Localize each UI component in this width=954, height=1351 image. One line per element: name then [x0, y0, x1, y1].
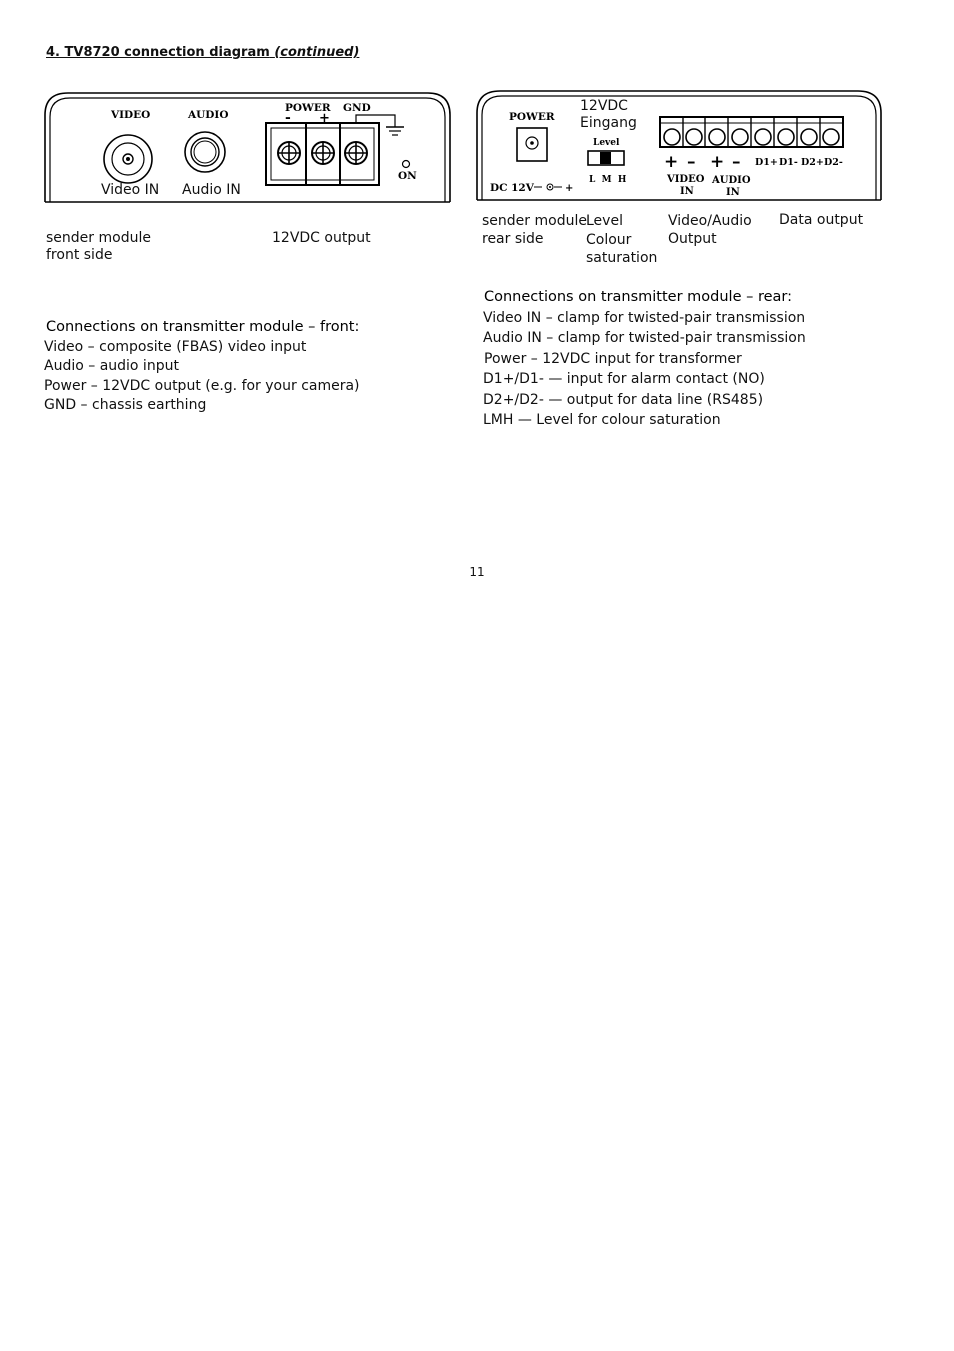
rear-connection-item: D1+/D1- — input for alarm contact (NO) — [483, 371, 765, 388]
rear-terminal-strip — [660, 117, 843, 147]
rear-connection-item: LMH — Level for colour saturation — [483, 412, 721, 429]
rear-level-label: Level — [593, 138, 620, 148]
rear-connection-item: Power – 12VDC input for transformer — [484, 350, 742, 367]
video-in-callout: Video IN — [101, 182, 160, 198]
rear-caption-sender-line2: rear side — [482, 231, 544, 247]
rear-d1p-label: D1+ — [755, 157, 778, 168]
on-led-icon — [403, 161, 410, 168]
front-caption-line1: sender module — [46, 230, 151, 246]
front-caption-right: 12VDC output — [272, 230, 371, 246]
vdc-callout-line1: 12VDC — [580, 98, 628, 114]
page-heading — [46, 45, 359, 60]
heading-main: 4. TV8720 connection diagram — [46, 45, 270, 60]
rear-caption-va — [668, 212, 752, 248]
video-bnc-connector — [104, 135, 152, 183]
front-connection-item: Audio – audio input — [44, 358, 179, 375]
rear-audio-in-label-2: IN — [726, 187, 740, 198]
rear-connections-list — [483, 308, 806, 430]
front-power-label: POWER — [285, 102, 331, 114]
rear-dc-plus-label: + — [565, 183, 574, 194]
rear-lmh-label: L M H — [589, 175, 627, 185]
front-connections-list — [44, 338, 360, 415]
front-connection-item: Power – 12VDC output (e.g. for your camera) — [44, 377, 360, 394]
rear-video-minus: – — [687, 152, 696, 172]
front-gnd-label: GND — [343, 102, 371, 114]
page-number: 11 — [469, 565, 485, 579]
vdc-input-callout — [580, 98, 637, 132]
rear-d2p-label: D2+ — [801, 157, 824, 168]
rear-dc12v-label: DC 12V — [490, 182, 534, 194]
front-connection-item: GND – chassis earthing — [44, 396, 207, 413]
rear-caption-sender-line1: sender module — [482, 213, 587, 229]
rear-caption-sender — [482, 212, 587, 248]
front-caption-line2: front side — [46, 247, 113, 263]
rear-caption-level-line3: saturation — [586, 250, 658, 266]
rear-connection-item: Audio IN – clamp for twisted-pair transmission — [483, 330, 806, 347]
heading-suffix: (continued) — [274, 45, 360, 60]
front-on-label: ON — [398, 170, 417, 182]
level-switch — [588, 151, 624, 165]
rear-d2m-label: D2- — [824, 157, 843, 168]
front-video-label: VIDEO — [111, 109, 151, 121]
rear-connection-item: Video IN – clamp for twisted-pair transmission — [483, 310, 806, 326]
rear-video-in-label-1: VIDEO — [667, 174, 705, 185]
rear-connection-item: D2+/D2- — output for data line (RS485) — [483, 391, 764, 408]
front-caption-left — [46, 230, 151, 264]
front-plus-label: + — [319, 111, 330, 126]
rear-caption-level-line2: Colour — [586, 231, 632, 248]
dc-power-jack — [517, 128, 547, 161]
front-audio-label: AUDIO — [188, 109, 229, 121]
rear-audio-minus: – — [732, 152, 741, 172]
vdc-callout-line2: Eingang — [580, 115, 637, 131]
power-terminal-block — [266, 123, 379, 185]
rear-caption-data-output: Data output — [779, 212, 864, 228]
rear-audio-in-label-1: AUDIO — [712, 175, 751, 186]
polarity-icon — [534, 184, 562, 190]
rear-caption-level-line1: Level — [586, 213, 623, 229]
front-connections-title: Connections on transmitter module – front: — [46, 319, 360, 335]
rear-caption-va-line1: Video/Audio — [668, 213, 752, 229]
rear-connections-title: Connections on transmitter module – rear: — [484, 289, 793, 305]
front-connection-item: Video – composite (FBAS) video input — [44, 339, 307, 355]
rear-audio-plus: + — [710, 152, 725, 172]
rear-panel-diagram — [472, 85, 887, 210]
audio-jack — [185, 132, 225, 172]
rear-power-label: POWER — [509, 111, 555, 123]
rear-caption-va-line2: Output — [668, 231, 717, 247]
rear-video-plus: + — [664, 152, 679, 172]
rear-video-in-label-2: IN — [680, 186, 694, 197]
rear-caption-level — [586, 212, 657, 268]
rear-d1m-label: D1- — [779, 157, 798, 168]
front-minus-label: - — [285, 110, 291, 126]
audio-in-callout: Audio IN — [182, 182, 241, 198]
